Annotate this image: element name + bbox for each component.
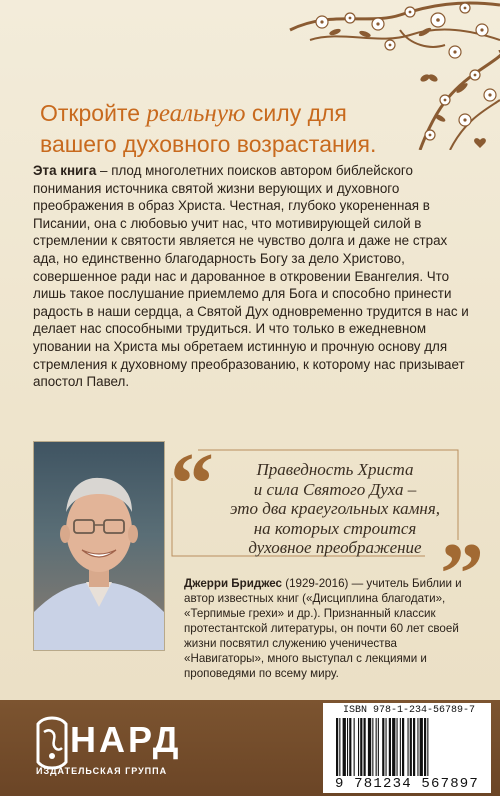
barcode-bar xyxy=(417,718,418,776)
book-description xyxy=(33,162,471,391)
barcode-bar xyxy=(354,718,355,776)
barcode-bar xyxy=(378,718,379,776)
barcode-bar xyxy=(339,718,340,776)
quote-line: это два краеугольных камня, xyxy=(229,499,441,518)
headline xyxy=(40,98,440,159)
pull-quote xyxy=(205,460,465,558)
barcode-bar xyxy=(372,718,373,776)
barcode-bar xyxy=(347,718,348,776)
author-photo xyxy=(33,441,165,651)
isbn-number: ISBN 978-1-234-56789-7 xyxy=(342,705,476,716)
barcode-bar xyxy=(382,718,384,776)
barcode-bar xyxy=(424,718,426,776)
barcode-bar xyxy=(392,718,395,776)
headline-emphasis: реальную xyxy=(146,100,246,127)
barcode-bar xyxy=(343,718,346,776)
barcode-bar xyxy=(410,718,412,776)
publisher-subtitle: ИЗДАТЕЛЬСКАЯ ГРУППА xyxy=(36,766,168,776)
description-text: – плод многолетних поисков автором библейского понимания источника святой жизни верующих и духовного преображения в образ Христа. Честная, глубоко укорененная в Писании, она с любовью учит нас, что мотивирующей силой в стремлении к святости является не чувство долга и даже не страх ада, но единственно благодарность Богу за дело Христово, совершенное ради нас и дарованное в откровении Евангелия. Что лишь такое послушание приемлемо для Бога и способно принести радость в наши сердца, а Святой Дух одновременно трудится в нас и делает нас способными трудиться. И что только в ежедневном уповании на Христа мы обретаем истинную и прочную основу для стремления к духовному преобразованию, к которому нас призывает апостол Павел. xyxy=(33,163,469,390)
barcode-bar xyxy=(420,718,423,776)
author-bio xyxy=(184,576,480,681)
author-bio-text: (1929-2016) — учитель Библии и автор известных книг («Дисциплина благодати», «Терпимые грехи» и др.). Признанный классик протестантской литературы, он почти 60 лет своей жизни посвятил служению ученичества «Навигаторы», много выступал с лекциями и проповедями по всему миру. xyxy=(184,577,462,680)
barcode-bar xyxy=(400,718,401,776)
headline-text: Откройте xyxy=(40,100,147,126)
barcode-bar xyxy=(413,718,415,776)
quote-line: Праведность Христа xyxy=(256,460,414,479)
barcode-bar xyxy=(402,718,404,776)
barcode-bar xyxy=(360,718,362,776)
quote-line: и сила Святого Духа – xyxy=(253,479,417,499)
barcode-bar xyxy=(386,718,387,776)
author-name: Джерри Бриджес xyxy=(184,577,282,590)
barcode-bar xyxy=(427,718,428,776)
barcode-bar xyxy=(358,718,359,776)
quote-line: духовное преображение xyxy=(248,538,422,557)
close-quote-mark: ” xyxy=(440,526,484,623)
barcode-bar xyxy=(349,718,351,776)
publisher-name: НАРД xyxy=(70,719,182,760)
author-portrait-illustration xyxy=(34,442,164,650)
barcode-bar xyxy=(376,718,377,776)
barcode-bars xyxy=(334,718,484,776)
barcode-bar xyxy=(364,718,366,776)
description-lead: Эта книга xyxy=(33,163,97,178)
barcode-bar xyxy=(368,718,371,776)
barcode-bar xyxy=(389,718,391,776)
headline-line2: вашего духовного возрастания. xyxy=(40,131,377,157)
quote-line: на которых строится xyxy=(253,518,417,538)
barcode-bar xyxy=(397,718,398,776)
barcode-digits: 9 781234 567897 xyxy=(334,776,480,792)
headline-text: силу для xyxy=(245,100,347,126)
barcode-bar xyxy=(336,718,338,776)
barcode-bar xyxy=(408,718,409,776)
open-quote-mark: “ xyxy=(170,436,214,533)
